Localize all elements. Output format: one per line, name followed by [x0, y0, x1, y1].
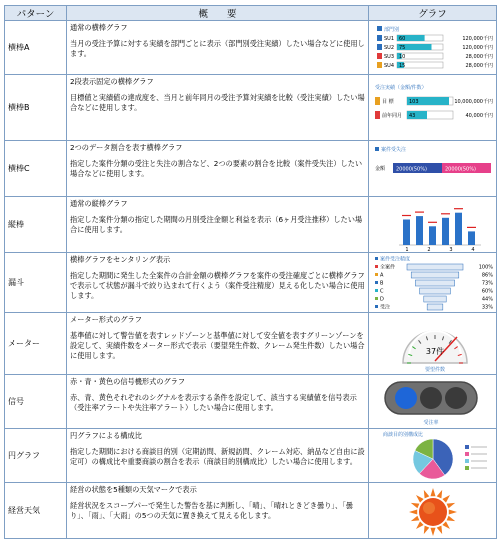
- yellow-signal-light: [420, 387, 442, 409]
- pie-title: 商談目的別構成比: [383, 432, 424, 438]
- meter-caption: 要望件数: [424, 367, 446, 373]
- sun-ray: [449, 509, 457, 514]
- table-row: [5, 197, 497, 253]
- funnel-label: A: [380, 272, 384, 279]
- pie-legend-swatch: [465, 466, 469, 470]
- horizontal-bar-graph-a: [369, 21, 497, 75]
- pattern-name: 横棒C: [5, 141, 67, 197]
- sun-ray: [437, 490, 442, 499]
- horizontal-bar-graph-b: [369, 75, 497, 141]
- overview-title: 円グラフによる構成比: [70, 431, 142, 440]
- table-row: [5, 429, 497, 483]
- column-bar: [442, 218, 449, 245]
- funnel-percent: 44%: [481, 296, 493, 303]
- sun-ray: [416, 495, 424, 503]
- legend-text: 部門別: [384, 27, 400, 33]
- axis-tick-label: 1: [405, 247, 409, 253]
- overview-title: メーター形式のグラフ: [70, 315, 142, 324]
- graph-cell: [369, 141, 497, 197]
- overview-body: 当月の受注予算に対する実績を部門ごとに表示（部門別受注実績）したい場合などに使用します。: [70, 39, 365, 58]
- graph-cell: [369, 375, 497, 429]
- overview-cell: [67, 75, 369, 141]
- bar-value: 103: [409, 99, 419, 105]
- bar-label: SU4: [384, 63, 395, 69]
- bar-amount: 120,000千円: [462, 36, 493, 42]
- funnel-graph: [369, 253, 497, 313]
- overview-cell: [67, 375, 369, 429]
- funnel-label: C: [380, 288, 384, 295]
- sun-ray: [411, 516, 420, 521]
- funnel-percent: 73%: [481, 280, 493, 287]
- pattern-name: 横棒B: [5, 75, 67, 141]
- pattern-name: 経営天気: [5, 483, 67, 539]
- graph-cell: [369, 429, 497, 483]
- funnel-label: B: [380, 280, 384, 287]
- table-row: [5, 375, 497, 429]
- signal-graph: [369, 375, 497, 429]
- overview-body: 指定した期間に発生した全案件の合計金額の横棒グラフを案件の受注確度ごとに横棒グラフで表示して状態が漏斗で絞り込まれて行くよう（案件受注精度）見える化したい場合に使用します。: [70, 271, 365, 300]
- sun-ray: [447, 503, 456, 508]
- table-row: [5, 483, 497, 539]
- sun-ray: [424, 490, 429, 499]
- funnel-percent: 60%: [481, 288, 493, 295]
- overview-body: 経営状況をスコープパーで発生した警告を基に判断し、「晴」、「晴れときどき曇り」、「曇り」、「雨」、「大雨」の5つの天気に置き換えて見える化します。: [70, 501, 353, 520]
- overview-cell: [67, 313, 369, 375]
- header-row: [5, 6, 497, 21]
- horizontal-bar-graph-c: [369, 141, 497, 197]
- graph-cell: [369, 313, 497, 375]
- legend-text: 案件受失注: [381, 147, 407, 153]
- overview-body: 赤、青、黄色それぞれのシグナルを表示する条件を設定して、該当する実績値を信号表示（受注率アラートや失注率アラート）したい場合に使用します。: [70, 393, 357, 412]
- graph-cell: [369, 197, 497, 253]
- axis-tick-label: 4: [471, 247, 475, 253]
- pattern-table: [4, 5, 497, 539]
- axis-tick-label: 3: [449, 247, 453, 253]
- sun-ray: [430, 528, 435, 536]
- funnel-percent: 86%: [481, 272, 493, 279]
- graph-cell: [369, 21, 497, 75]
- funnel-bar: [427, 304, 443, 310]
- funnel-bar: [420, 288, 451, 294]
- signal-caption: 受注率: [423, 420, 439, 426]
- sun-ray: [409, 509, 417, 514]
- funnel-label: D: [380, 296, 384, 303]
- funnel-bar: [407, 264, 463, 270]
- overview-cell: [67, 141, 369, 197]
- funnel-bar: [411, 272, 459, 278]
- bar-c-left-text: 20000(50%): [396, 166, 427, 173]
- bar-amount: 28,000千円: [465, 63, 493, 69]
- column-bar: [429, 226, 436, 245]
- pattern-name: 横棒A: [5, 21, 67, 75]
- funnel-bar: [424, 296, 446, 302]
- sun-icon: [409, 488, 457, 536]
- column-bar: [455, 213, 462, 245]
- overview-cell: [67, 197, 369, 253]
- bar-value: 15: [399, 63, 406, 69]
- overview-cell: [67, 429, 369, 483]
- overview-title: 赤・青・黄色の信号機形式のグラフ: [70, 377, 186, 386]
- overview-body: 目標値と実績値の達成度を、当月と前年同月の受注予算対実績を比較（受注実績）したい場合などに使用します。: [70, 93, 365, 112]
- pie-legend-swatch: [465, 445, 469, 449]
- sun-ray: [411, 503, 420, 508]
- pattern-name: 漏斗: [5, 253, 67, 313]
- axis-tick-label: 2: [427, 247, 431, 253]
- bar-value: 60: [399, 36, 406, 42]
- overview-body: 指定した案件分類の受注と失注の割合など、2つの要素の割合を比較（案件受失注）したい場合などに使用します。: [70, 159, 363, 178]
- bar-label: 目 標: [382, 99, 394, 105]
- funnel-percent: 33%: [481, 304, 493, 311]
- overview-title: 通常の縦棒グラフ: [70, 199, 128, 208]
- column-graph: [369, 197, 497, 253]
- overview-cell: [67, 483, 369, 539]
- overview-title: 横棒グラフをセンタリング表示: [70, 255, 171, 264]
- pattern-name: 信号: [5, 375, 67, 429]
- funnel-label: 受注: [380, 304, 391, 311]
- bar-label: SU1: [384, 36, 395, 42]
- bar-value: 75: [399, 45, 406, 51]
- bar-amount: 120,000千円: [462, 45, 493, 51]
- table-row: [5, 313, 497, 375]
- graph-cell: [369, 253, 497, 313]
- red-signal-light: [445, 387, 467, 409]
- pattern-name: 円グラフ: [5, 429, 67, 483]
- sun-ray: [416, 521, 424, 529]
- funnel-label: 全案件: [380, 264, 396, 271]
- bar-amount: 10,000,000千円: [454, 99, 493, 105]
- pattern-name: メーター: [5, 313, 67, 375]
- legend-text: 案件受注精度: [380, 256, 411, 263]
- sun-ray: [447, 516, 456, 521]
- bar-label: SU3: [384, 54, 395, 60]
- overview-cell: [67, 253, 369, 313]
- sun-ray: [430, 488, 435, 496]
- sun-ray: [442, 495, 450, 503]
- bar-value: 10: [399, 54, 406, 60]
- bar-amount: 28,000千円: [465, 54, 493, 60]
- sun-ray: [424, 526, 429, 535]
- overview-title: 通常の横棒グラフ: [70, 23, 128, 32]
- bar-value: 43: [409, 113, 416, 119]
- table-row: [5, 141, 497, 197]
- bar-c-label: 金額: [375, 166, 386, 172]
- header-pattern: パターン: [5, 6, 67, 21]
- legend-text: 受注実績（金額/件数）: [375, 85, 427, 91]
- funnel-bar: [415, 280, 454, 286]
- header-overview: 概 要: [67, 6, 369, 21]
- weather-graph: [369, 483, 497, 539]
- graph-cell: [369, 75, 497, 141]
- overview-cell: [67, 21, 369, 75]
- overview-title: 経営の状態を5種類の天気マークで表示: [70, 485, 197, 494]
- pie-legend-swatch: [465, 452, 469, 456]
- header-graph: グラフ: [369, 6, 497, 21]
- column-bar: [416, 216, 423, 245]
- graph-cell: [369, 483, 497, 539]
- bar-amount: 40,000千円: [465, 113, 493, 119]
- sun-ray: [437, 526, 442, 535]
- meter-value: 37件: [425, 347, 445, 356]
- bar-c-right-text: 20000(50%): [445, 166, 476, 173]
- column-bar: [403, 220, 410, 246]
- overview-body: 指定した期間における商談目的別（定期訪問、新規訪問、クレーム対応、納品など自由に設定可）の構成比や重要商談の割合を表示（商談目的別構成比）したい場合に使用します。: [70, 447, 365, 466]
- pie-graph: [369, 429, 497, 483]
- bar-label: SU2: [384, 45, 395, 51]
- sun-ray: [442, 521, 450, 529]
- blue-signal-light: [395, 387, 417, 409]
- column-bar: [468, 231, 475, 245]
- bar-label: 前年同月: [382, 113, 403, 119]
- funnel-percent: 100%: [478, 264, 493, 271]
- pattern-name: 縦棒: [5, 197, 67, 253]
- meter-graph: [369, 313, 497, 375]
- overview-title: 2つのデータ割合を表す横棒グラフ: [70, 143, 183, 152]
- table-row: [5, 253, 497, 313]
- overview-title: 2段表示固定の横棒グラフ: [70, 77, 154, 86]
- overview-body: 指定した案件分類の指定した期間の月別受注金額と利益を表示（6ヶ月受注推移）したい場合に使用します。: [70, 215, 363, 234]
- overview-body: 基準値に対して警告値を表すレッドゾーンと基準値に対して安全値を表すグリーンゾーンを設定して、実績件数をメーター形式で表示（要望発生件数、クレーム発生件数）したい場合に使用します。: [70, 331, 365, 360]
- table-row: [5, 21, 497, 75]
- table-row: [5, 75, 497, 141]
- pie-legend-swatch: [465, 459, 469, 463]
